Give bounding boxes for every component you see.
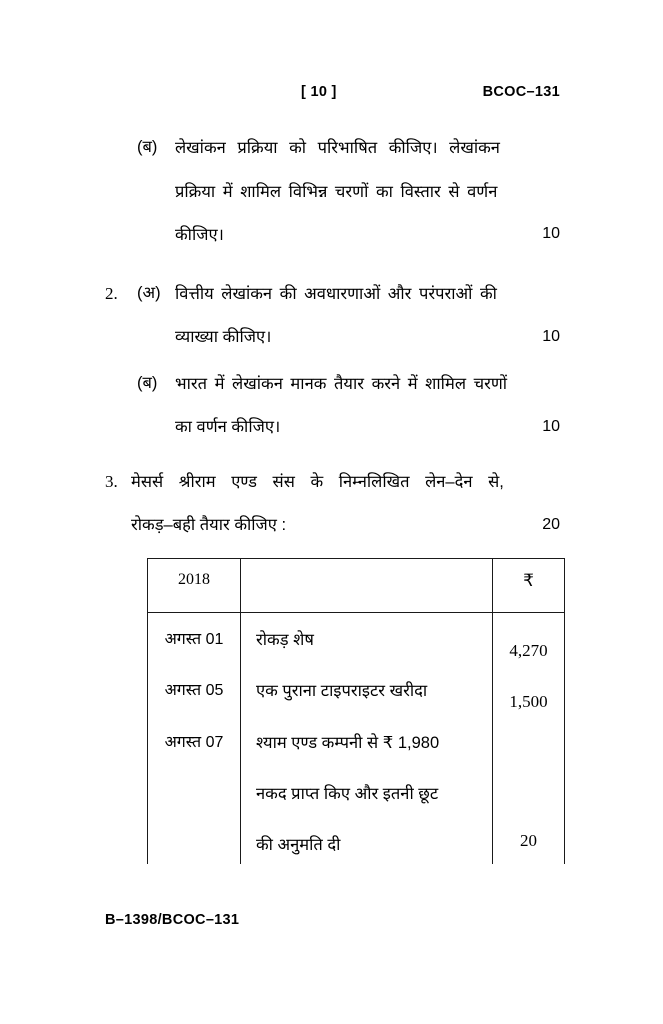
question-2a bbox=[105, 272, 560, 359]
question-2b-line-1: भारत में लेखांकन मानक तैयार करने में शामिल चरणों bbox=[175, 375, 508, 393]
question-2a-marks: 10 bbox=[542, 328, 560, 345]
question-2b bbox=[105, 362, 560, 449]
table-row-date: अगस्त 05 bbox=[164, 682, 224, 699]
table-row-particulars-line2: नकद प्राप्त किए और इतनी छूट bbox=[256, 785, 439, 803]
question-2b-part-label: (ब) bbox=[137, 374, 158, 392]
table-row-amount: 1,500 bbox=[509, 692, 548, 711]
running-head bbox=[105, 84, 560, 106]
question-1b-line-1: लेखांकन प्रक्रिया को परिभाषित कीजिए। लेखांकन bbox=[175, 139, 500, 157]
footer-code: B–1398/BCOC–131 bbox=[105, 912, 240, 928]
question-2b-line-2: का वर्णन कीजिए। bbox=[175, 418, 281, 436]
table-header-rule bbox=[148, 612, 564, 613]
table-row-date: अगस्त 07 bbox=[164, 734, 224, 751]
question-1b-marks: 10 bbox=[542, 225, 560, 242]
question-2a-line-1: वित्तीय लेखांकन की अवधारणाओं और परंपराओं की bbox=[175, 285, 497, 303]
table-column-divider-1 bbox=[240, 559, 241, 864]
table-row-particulars: श्याम एण्ड कम्पनी से ₹ 1,980 bbox=[256, 734, 440, 752]
question-2a-line-2: व्याख्या कीजिए। bbox=[175, 328, 272, 346]
question-3-line-1: मेसर्स श्रीराम एण्ड संस के निम्नलिखित लेन–देन से, bbox=[131, 473, 504, 491]
question-3-number: 3. bbox=[105, 472, 118, 491]
question-2b-marks: 10 bbox=[542, 418, 560, 435]
question-2-number: 2. bbox=[105, 284, 118, 303]
question-1b-part-label: (ब) bbox=[137, 138, 158, 156]
table-row-amount: 4,270 bbox=[509, 641, 548, 660]
table-row-particulars: रोकड़ शेष bbox=[256, 631, 314, 649]
question-3 bbox=[105, 460, 560, 547]
table-row-date: अगस्त 01 bbox=[164, 631, 224, 648]
table-row-particulars-line3: की अनुमति दी bbox=[256, 836, 341, 854]
question-1b-line-3: कीजिए। bbox=[175, 226, 224, 244]
table-header-amount-rupee-icon: ₹ bbox=[523, 571, 534, 590]
question-1b bbox=[105, 126, 560, 257]
table-row-amount: 20 bbox=[520, 831, 537, 850]
transactions-table bbox=[147, 558, 565, 864]
question-3-line-2: रोकड़–बही तैयार कीजिए : bbox=[131, 516, 287, 534]
table-header-date: 2018 bbox=[178, 571, 210, 588]
question-1b-line-2: प्रक्रिया में शामिल विभिन्न चरणों का विस्तार से वर्णन bbox=[175, 183, 498, 201]
question-2a-part-label: (अ) bbox=[137, 284, 161, 302]
page-number-marker: [ 10 ] bbox=[301, 84, 337, 100]
table-row-particulars: एक पुराना टाइपराइटर खरीदा bbox=[256, 682, 428, 700]
question-3-marks: 20 bbox=[542, 516, 560, 533]
course-code: BCOC–131 bbox=[482, 84, 560, 100]
